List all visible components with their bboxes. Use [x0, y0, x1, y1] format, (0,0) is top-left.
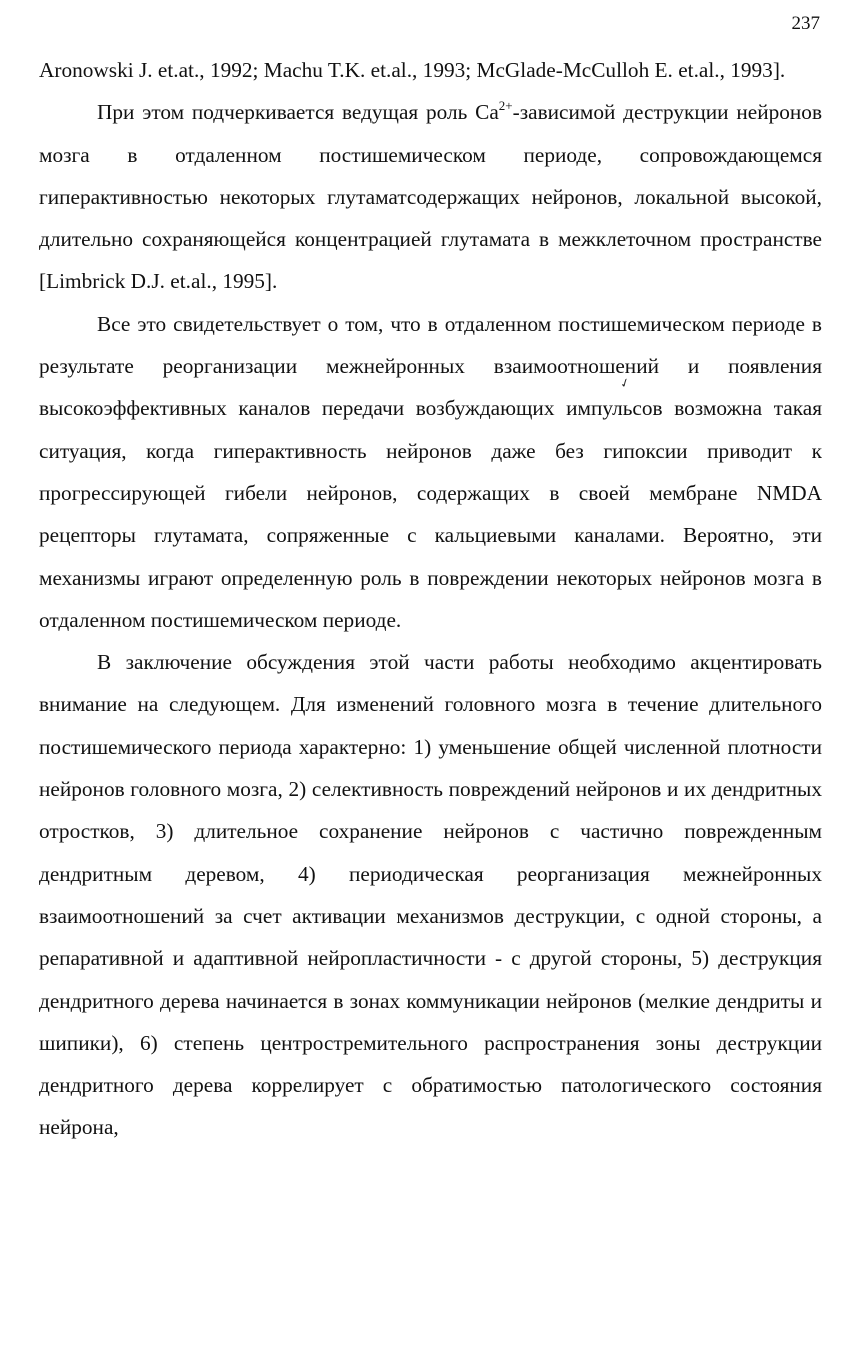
paragraph-calcium-destruction — [39, 91, 822, 302]
calcium-text-before: При этом подчеркивается ведущая роль Ca — [97, 100, 499, 125]
body-text — [39, 49, 822, 1149]
pen-mark: ✓ — [617, 374, 633, 392]
paragraph-conclusion: В заключение обсуждения этой части работы необходимо акцентировать внимание на следующем. Для изменений головного мозга в течение длительного постишемического периода характерно: 1) уменьшение общей численной плотности нейронов головного мозга, 2) селективность повреждений нейронов и их дендритных отростков, 3) длительное сохранение нейронов с частично поврежденным дендритным деревом, 4) периодическая реорганизация межнейронных взаимоотношений за счет активации механизмов деструкции, с одной стороны, а репаративной и адаптивной нейропластичности - с другой стороны, 5) деструкция дендритного дерева начинается в зонах коммуникации нейронов (мелкие дендриты и шипики), 6) степень центростремительного распространения зоны деструкции дендритного дерева коррелирует с обратимостью патологического состояния нейрона, — [39, 650, 822, 1140]
paragraph-postischemic-period: Все это свидетельствует о том, что в отдаленном постишемическом периоде в результате реорганизации межнейронных взаимоотношений и появления высокоэффективных каналов передачи возбуждающих импульсов возможна такая ситуация, когда гиперактивность нейронов даже без гипоксии приводит к прогрессирующей гибели нейронов, содержащих в своей мембране NMDA рецепторы глутамата, сопряженные с кальциевыми каналами. Вероятно, эти механизмы играют определенную роль в повреждении некоторых нейронов мозга в отдаленном постишемическом периоде. — [39, 311, 822, 632]
calcium-text-after: -зависимой деструкции нейронов мозга в отдаленном постишемическом периоде, сопровождающемся гиперактивностью некоторых глутаматсодержащих нейронов, локальной высокой, длительно сохраняющейся концентрацией глутамата в межклеточном пространстве [Limbrick D.J. et.al., 1995]. — [39, 100, 823, 294]
calcium-superscript: 2+ — [498, 98, 513, 114]
paragraph-references-continuation: Aronowski J. et.at., 1992; Machu T.K. et.al., 1993; McGlade-McCulloh E. et.al., 1993]. — [39, 58, 786, 82]
page-number: 237 — [791, 13, 820, 34]
